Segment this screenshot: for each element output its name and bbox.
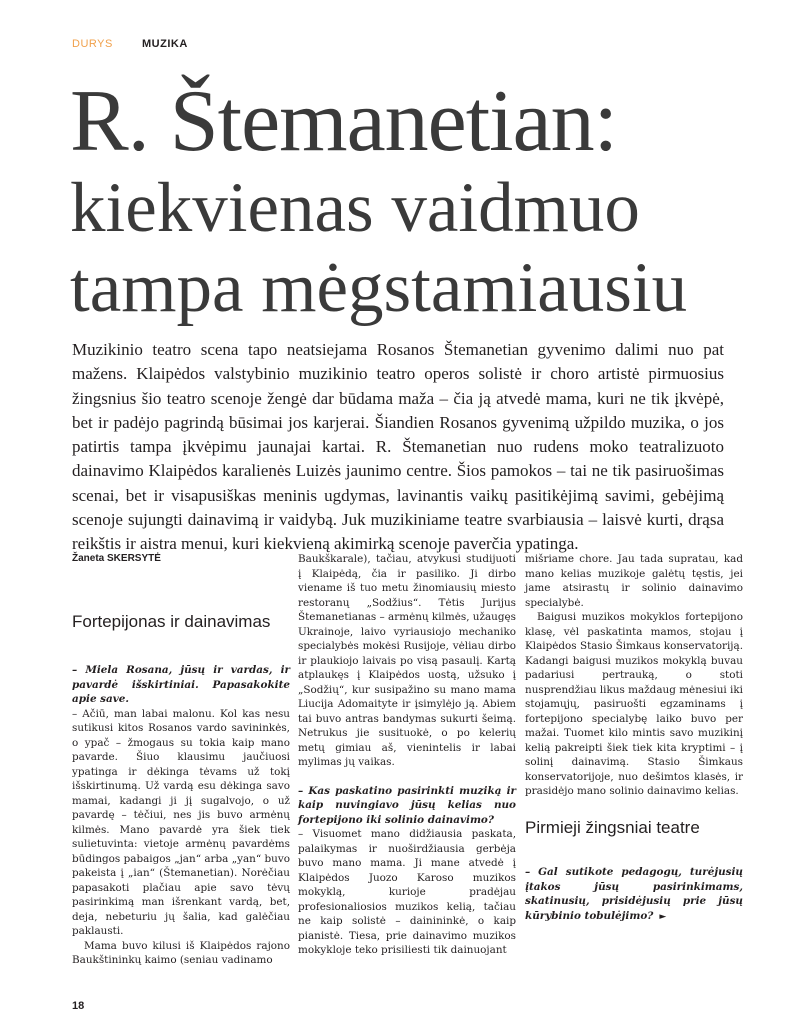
question-1: – Miela Rosana, jūsų ir vardas, ir pavardė išskirtiniai. Papasakokite apie save. — [72, 664, 290, 705]
article-title — [70, 73, 760, 327]
category-label: MUZIKA — [142, 38, 188, 50]
column-2 — [298, 552, 516, 958]
lead-paragraph: Muzikinio teatro scena tapo neatsiejama Rosanos Štemanetian gyvenimo dalimi nuo pat mažens. Klaipėdos valstybinio muzikinio teatro operos solistė ir choro artistė pirmuosius žingsnius šio teatro scenoje žengė dar būdama maža – čia ją atvedė mama, kuri ne tik įkvėpė, bet ir padėjo pagrindą būsimai jos karjerai. Šiandien Rosanos gyvenimą užpildo muzika, o jos patirtis tampa įkvėpimu jaunajai kartai. R. Štemanetian nuo rudens moko teatralizuoto dainavimo Klaipėdos karalienės Luizės jaunimo centre. Šios pamokos – tai ne tik pasiruošimas scenai, bet ir visapusiškas meninis ugdymas, lavinantis vaikų pasitikėjimą savimi, gebėjimą scenoje sujungti dainavimą ir vaidybą. Juk muzikiniame teatre svarbiausia – laisvė kurti, drąsa reikštis ir aistra menui, kuri kiekvieną akimirką scenoje paverčia ypatinga. — [72, 340, 724, 554]
subheading-fortepijonas: Fortepijonas ir dainavimas — [72, 611, 271, 631]
paragraph: Baukškarale), tačiau, atvykusi studijuoti į Klaipėdą, čia ir pasiliko. Ji dirbo viename iš tuo metu žinomiausių miesto restoranų „Sodžius“. Tėtis Jurijus Štemanetianas – armėnų kilmės, užaugęs Ukrainoje, laivo vyriausiojo mechaniko specialybės mokėsi Rusijoje, vėliau dirbo ir plaukiojo laivais po visą pasaulį. Kartą atplaukęs į Klaipėdos uostą, užsuko į „Sodžių“, kur susipažino su mano mama Liucija Adomaityte ir įsimylėjo ją. Abiem tai buvo antras bandymas sukurti šeimą. Netrukus jie susituokė, o po kelerių metų gimiau aš, vienintelis ir labai mylimas jų vaikas. — [298, 553, 516, 768]
paragraph: mišriame chore. Jau tada supratau, kad mano kelias muzikoje galėtų tęstis, jei jame atsirastų ir solinio dainavimo specialybė. — [525, 553, 743, 609]
title-line-1: R. Štemanetian: — [70, 73, 618, 170]
section-header — [72, 38, 188, 50]
subheading-pirmieji-zingsniai: Pirmieji žingsniai teatre — [525, 817, 700, 837]
question-3 — [525, 865, 743, 924]
answer-2: – Visuomet mano didžiausia paskata, palaikymas ir nuoširdžiausia gerbėja buvo mano mama. Ji mane atvedė į Klaipėdos Juozo Karoso muzikos mokyklą, kurioje pradėjau profesionaliosios muzikos kelią, tačiau ne kaip solistė – dainininkė, o kaip pianistė. Tiesa, prie dainavimo muzikos mokykloje teko prisiliesti tik dainuojant — [298, 828, 516, 956]
section-label: DURYS — [72, 38, 113, 50]
continue-arrow-icon: ► — [659, 911, 667, 922]
column-3 — [525, 552, 743, 924]
question-3-text: – Gal sutikote pedagogų, turėjusių įtakos jūsų pasirinkimams, skatinusių, prisidėjusių prie jūsų kūrybinio tobulėjimo? — [525, 866, 743, 922]
title-line-3: tampa mėgstamiausiu — [70, 249, 688, 327]
question-2: – Kas paskatino pasirinkti muziką ir kaip nuvingiavo jūsų kelias nuo fortepijono iki solinio dainavimo? — [298, 784, 516, 826]
paragraph: Baigusi muzikos mokyklos fortepijono klasę, vėl paskatinta mamos, stojau į Klaipėdos Stasio Šimkaus konservatoriją. Kadangi baigusi muzikos mokyklą buvau padariusi pertrauką, o stoti nusprendžiau likus maždaug mėnesiui iki stojamųjų, pasiruošti egzaminams į fortepijono specialybę laiko buvo per mažai. Tuomet kilo mintis savo muzikinį kelią pakreipti šiek tiek kita kryptimi – į solinį dainavimą. Stasio Šimkaus konservatorijoje, nuo dešimtos klasės, ir prasidėjo mano solinio dainavimo kelias. — [525, 611, 743, 797]
author-byline: Žaneta SKERSYTĖ — [72, 553, 161, 564]
answer-1: – Ačiū, man labai malonu. Kol kas nesu sutikusi kitos Rosanos vardo savininkės, o ypač – žmogaus su tokia kaip mano pavarde. Šiuo klausimu jaučiuosi ypatinga ir dėkinga tėvams už tokį išskirtinumą. Už vardą esu dėkinga savo mamai, kadangi ji jį sugalvojo, o už pavardę – tėčiui, nes jis buvo armėnų kilmės. Mano pavardė yra šiek tiek sulietuvinta: vietoje armėnų pavardėms būdingos pabaigos „jan“ arba „yan“ buvo pakeista į „ian“ (Štemanetian). Norėčiau papasakoti plačiau apie savo tėvų pasirinkimą man išrenkant vardą, bet, deja, nebeturiu jų šalia, kad galėčiau paklausti. — [72, 707, 290, 937]
column-1 — [72, 552, 290, 968]
paragraph: Mama buvo kilusi iš Klaipėdos rajono Baukštininkų kaimo (seniau vadinamo — [72, 939, 290, 966]
title-line-2: kiekvienas vaidmuo — [70, 169, 640, 247]
page-number: 18 — [72, 1000, 85, 1012]
